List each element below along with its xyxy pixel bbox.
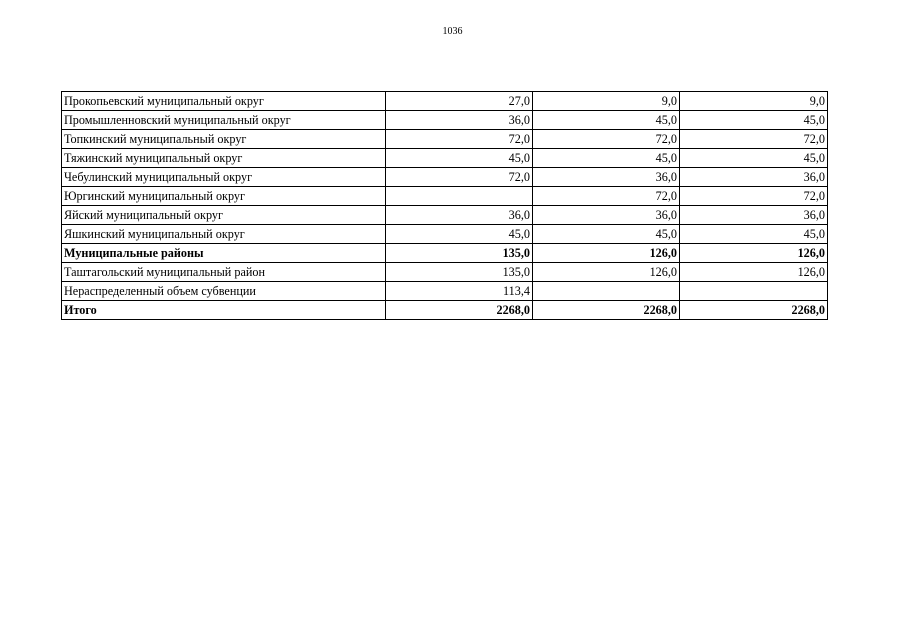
cell-value-1: 72,0 <box>386 130 533 149</box>
cell-value-2: 45,0 <box>533 225 680 244</box>
cell-value-3: 126,0 <box>680 244 828 263</box>
cell-name: Яшкинский муниципальный округ <box>62 225 386 244</box>
table-row <box>62 187 828 206</box>
table-row <box>62 149 828 168</box>
table-row <box>62 92 828 111</box>
cell-value-2: 126,0 <box>533 244 680 263</box>
cell-value-2: 72,0 <box>533 187 680 206</box>
table-row-total <box>62 244 828 263</box>
cell-name: Таштагольский муниципальный район <box>62 263 386 282</box>
cell-name: Топкинский муниципальный округ <box>62 130 386 149</box>
cell-value-3: 45,0 <box>680 149 828 168</box>
table-row <box>62 130 828 149</box>
cell-value-3: 36,0 <box>680 168 828 187</box>
cell-value-2: 45,0 <box>533 111 680 130</box>
cell-value-2: 9,0 <box>533 92 680 111</box>
table-body <box>62 92 828 320</box>
cell-value-2: 72,0 <box>533 130 680 149</box>
cell-name: Промышленновский муниципальный округ <box>62 111 386 130</box>
table-row <box>62 282 828 301</box>
cell-value-1: 113,4 <box>386 282 533 301</box>
table-row <box>62 168 828 187</box>
table-row <box>62 263 828 282</box>
cell-value-3: 45,0 <box>680 225 828 244</box>
cell-value-1 <box>386 187 533 206</box>
cell-value-3: 45,0 <box>680 111 828 130</box>
cell-value-1: 36,0 <box>386 206 533 225</box>
cell-value-1: 45,0 <box>386 225 533 244</box>
table-row <box>62 225 828 244</box>
table-row <box>62 206 828 225</box>
table-row-total <box>62 301 828 320</box>
cell-value-1: 36,0 <box>386 111 533 130</box>
cell-name: Муниципальные районы <box>62 244 386 263</box>
cell-value-3: 36,0 <box>680 206 828 225</box>
cell-value-3: 72,0 <box>680 130 828 149</box>
cell-value-1: 2268,0 <box>386 301 533 320</box>
cell-name: Юргинский муниципальный округ <box>62 187 386 206</box>
cell-name: Чебулинский муниципальный округ <box>62 168 386 187</box>
cell-value-2: 36,0 <box>533 168 680 187</box>
cell-value-1: 135,0 <box>386 263 533 282</box>
cell-name: Яйский муниципальный округ <box>62 206 386 225</box>
page-number: 1036 <box>442 26 463 37</box>
cell-value-3 <box>680 282 828 301</box>
cell-value-2: 36,0 <box>533 206 680 225</box>
cell-value-2: 2268,0 <box>533 301 680 320</box>
cell-name: Нераспределенный объем субвенции <box>62 282 386 301</box>
cell-value-2: 45,0 <box>533 149 680 168</box>
cell-name: Итого <box>62 301 386 320</box>
table-row <box>62 111 828 130</box>
cell-value-3: 2268,0 <box>680 301 828 320</box>
cell-name: Прокопьевский муниципальный округ <box>62 92 386 111</box>
cell-name: Тяжинский муниципальный округ <box>62 149 386 168</box>
cell-value-2 <box>533 282 680 301</box>
cell-value-3: 72,0 <box>680 187 828 206</box>
subsidy-distribution-table <box>61 91 828 320</box>
cell-value-1: 135,0 <box>386 244 533 263</box>
cell-value-2: 126,0 <box>533 263 680 282</box>
cell-value-3: 9,0 <box>680 92 828 111</box>
cell-value-1: 45,0 <box>386 149 533 168</box>
cell-value-1: 72,0 <box>386 168 533 187</box>
cell-value-1: 27,0 <box>386 92 533 111</box>
cell-value-3: 126,0 <box>680 263 828 282</box>
